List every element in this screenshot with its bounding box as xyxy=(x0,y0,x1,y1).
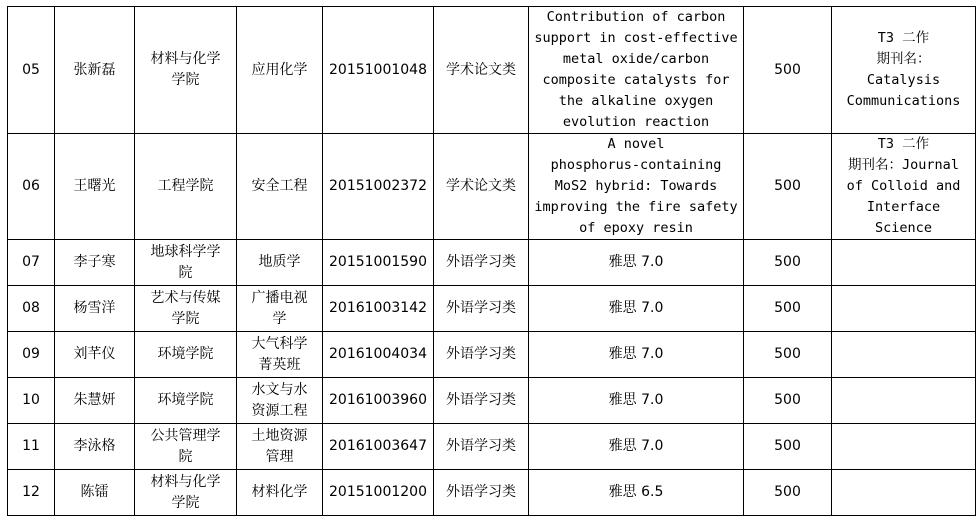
table-row xyxy=(8,424,976,470)
cell-content: Contribution of carbon support in cost-effective metal oxide/carbon composite catalysts for the alkaline oxygen evolution reaction xyxy=(529,7,744,134)
cell-content: 雅思 7.0 xyxy=(529,332,744,378)
cell-content: 雅思 6.5 xyxy=(529,470,744,516)
cell-category: 外语学习类 xyxy=(434,470,529,516)
cell-remark: T3 二作 期刊名：Journal of Colloid and Interface Science xyxy=(832,134,976,240)
table-row xyxy=(8,7,976,134)
cell-content: 雅思 7.0 xyxy=(529,286,744,332)
cell-major: 材料化学 xyxy=(237,470,323,516)
cell-name: 李子寒 xyxy=(55,240,135,286)
cell-category: 学术论文类 xyxy=(434,7,529,134)
cell-amount: 500 xyxy=(744,134,832,240)
table-row xyxy=(8,286,976,332)
cell-major: 地质学 xyxy=(237,240,323,286)
cell-student-id: 20161003142 xyxy=(323,286,434,332)
cell-name: 李泳格 xyxy=(55,424,135,470)
cell-no: 11 xyxy=(8,424,55,470)
cell-remark xyxy=(832,470,976,516)
cell-no: 05 xyxy=(8,7,55,134)
cell-remark xyxy=(832,378,976,424)
cell-name: 杨雪洋 xyxy=(55,286,135,332)
table-row xyxy=(8,332,976,378)
cell-content: 雅思 7.0 xyxy=(529,240,744,286)
cell-category: 外语学习类 xyxy=(434,286,529,332)
cell-major: 安全工程 xyxy=(237,134,323,240)
cell-category: 外语学习类 xyxy=(434,378,529,424)
cell-remark: T3 二作 期刊名： Catalysis Communications xyxy=(832,7,976,134)
cell-content: 雅思 7.0 xyxy=(529,424,744,470)
cell-no: 09 xyxy=(8,332,55,378)
cell-remark xyxy=(832,332,976,378)
cell-amount: 500 xyxy=(744,470,832,516)
cell-amount: 500 xyxy=(744,332,832,378)
cell-no: 07 xyxy=(8,240,55,286)
cell-college: 公共管理学 院 xyxy=(135,424,237,470)
cell-college: 环境学院 xyxy=(135,332,237,378)
cell-content: A novel phosphorus-containing MoS2 hybrid: Towards improving the fire safety of epoxy resin xyxy=(529,134,744,240)
cell-student-id: 20161004034 xyxy=(323,332,434,378)
cell-college: 艺术与传媒 学院 xyxy=(135,286,237,332)
cell-amount: 500 xyxy=(744,7,832,134)
cell-no: 08 xyxy=(8,286,55,332)
cell-name: 张新磊 xyxy=(55,7,135,134)
table-row xyxy=(8,378,976,424)
cell-no: 10 xyxy=(8,378,55,424)
cell-major: 土地资源 管理 xyxy=(237,424,323,470)
cell-amount: 500 xyxy=(744,286,832,332)
cell-student-id: 20151002372 xyxy=(323,134,434,240)
table-row xyxy=(8,470,976,516)
cell-college: 材料与化学 学院 xyxy=(135,470,237,516)
cell-content: 雅思 7.0 xyxy=(529,378,744,424)
cell-major: 水文与水 资源工程 xyxy=(237,378,323,424)
cell-remark xyxy=(832,240,976,286)
cell-no: 12 xyxy=(8,470,55,516)
cell-major: 大气科学 菁英班 xyxy=(237,332,323,378)
cell-college: 环境学院 xyxy=(135,378,237,424)
table-row xyxy=(8,240,976,286)
cell-amount: 500 xyxy=(744,378,832,424)
cell-category: 外语学习类 xyxy=(434,332,529,378)
cell-major: 广播电视 学 xyxy=(237,286,323,332)
cell-name: 朱慧妍 xyxy=(55,378,135,424)
cell-category: 学术论文类 xyxy=(434,134,529,240)
cell-student-id: 20151001048 xyxy=(323,7,434,134)
cell-name: 刘芊仪 xyxy=(55,332,135,378)
cell-amount: 500 xyxy=(744,240,832,286)
cell-name: 陈镭 xyxy=(55,470,135,516)
cell-category: 外语学习类 xyxy=(434,424,529,470)
cell-category: 外语学习类 xyxy=(434,240,529,286)
cell-name: 王曙光 xyxy=(55,134,135,240)
award-table xyxy=(7,6,976,516)
cell-remark xyxy=(832,424,976,470)
cell-amount: 500 xyxy=(744,424,832,470)
cell-student-id: 20151001200 xyxy=(323,470,434,516)
cell-major: 应用化学 xyxy=(237,7,323,134)
cell-college: 材料与化学 学院 xyxy=(135,7,237,134)
cell-student-id: 20161003960 xyxy=(323,378,434,424)
cell-college: 地球科学学 院 xyxy=(135,240,237,286)
table-row xyxy=(8,134,976,240)
cell-student-id: 20151001590 xyxy=(323,240,434,286)
cell-remark xyxy=(832,286,976,332)
cell-no: 06 xyxy=(8,134,55,240)
cell-college: 工程学院 xyxy=(135,134,237,240)
cell-student-id: 20161003647 xyxy=(323,424,434,470)
